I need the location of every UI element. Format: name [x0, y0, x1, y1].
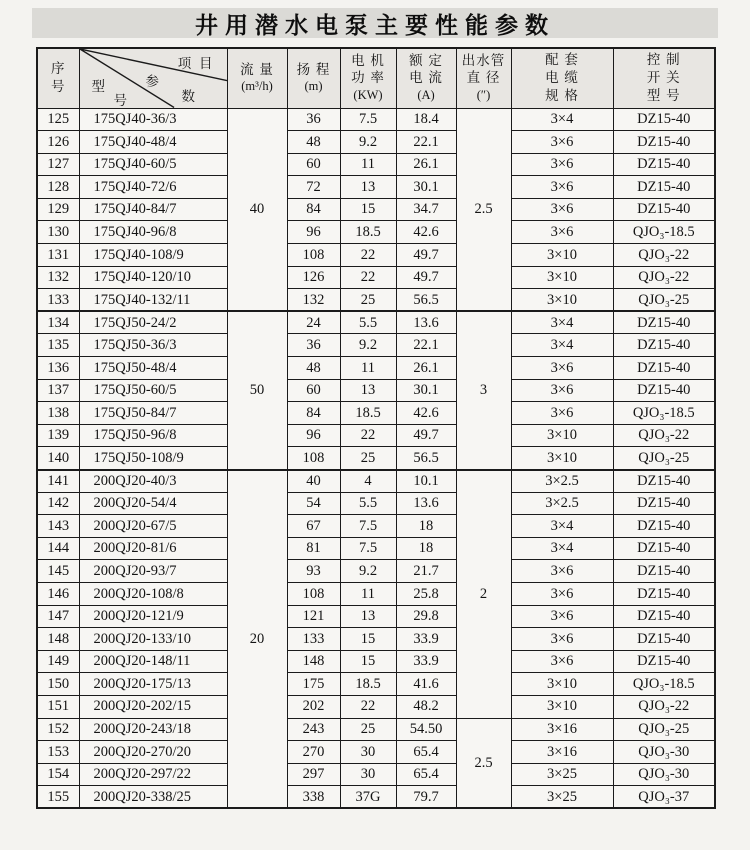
cell-serial-number: 140 [37, 447, 79, 470]
cell-control-switch: DZ15-40 [613, 379, 715, 402]
cell-control-switch: QJO₃-22 [613, 695, 715, 718]
table-row [37, 402, 715, 425]
cell-control-switch: DZ15-40 [613, 357, 715, 380]
cell-head: 132 [287, 289, 340, 312]
cell-head: 148 [287, 650, 340, 673]
table-header [37, 48, 715, 108]
cell-model: 200QJ20-121/9 [79, 605, 227, 628]
cell-serial-number: 148 [37, 628, 79, 651]
header-flow [227, 48, 287, 108]
cell-control-switch: DZ15-40 [613, 334, 715, 357]
cell-cable-spec: 3×6 [511, 153, 613, 176]
cell-motor-power: 37G [340, 786, 396, 809]
cell-motor-power: 4 [340, 470, 396, 493]
title-band [32, 8, 718, 38]
cell-cable-spec: 3×16 [511, 718, 613, 741]
cell-control-switch: QJO₃-25 [613, 447, 715, 470]
header-serial-line2: 号 [51, 78, 66, 94]
table-row [37, 537, 715, 560]
cell-motor-power: 15 [340, 650, 396, 673]
cell-rated-current: 65.4 [396, 763, 456, 786]
cell-motor-power: 13 [340, 605, 396, 628]
cell-control-switch: QJO₃-18.5 [613, 221, 715, 244]
table-row [37, 424, 715, 447]
cell-rated-current: 13.6 [396, 311, 456, 334]
table-row [37, 108, 715, 131]
cell-serial-number: 135 [37, 334, 79, 357]
cell-head: 60 [287, 153, 340, 176]
cell-motor-power: 18.5 [340, 221, 396, 244]
cell-rated-current: 33.9 [396, 628, 456, 651]
cell-serial-number: 129 [37, 198, 79, 221]
cell-rated-current: 65.4 [396, 741, 456, 764]
cell-cable-spec: 3×10 [511, 695, 613, 718]
cell-control-switch: DZ15-40 [613, 492, 715, 515]
cell-model: 200QJ20-270/20 [79, 741, 227, 764]
page [0, 8, 750, 850]
cell-head: 81 [287, 537, 340, 560]
table-row [37, 153, 715, 176]
cell-head: 48 [287, 357, 340, 380]
cell-model: 200QJ20-81/6 [79, 537, 227, 560]
cell-control-switch: QJO₃-37 [613, 786, 715, 809]
cell-serial-number: 136 [37, 357, 79, 380]
cell-cable-spec: 3×4 [511, 334, 613, 357]
table-row [37, 515, 715, 538]
cell-diameter-merged: 2 [456, 470, 511, 719]
cell-head: 72 [287, 176, 340, 199]
header-cable-line3: 规 格 [545, 87, 579, 103]
cell-cable-spec: 3×6 [511, 221, 613, 244]
cell-cable-spec: 3×16 [511, 741, 613, 764]
header-current-unit: (A) [417, 88, 435, 103]
table-row [37, 379, 715, 402]
cell-head: 96 [287, 424, 340, 447]
cell-serial-number: 146 [37, 582, 79, 605]
table-row [37, 357, 715, 380]
cell-control-switch: DZ15-40 [613, 470, 715, 493]
cell-motor-power: 11 [340, 582, 396, 605]
cell-model: 175QJ40-48/4 [79, 131, 227, 154]
table-row [37, 650, 715, 673]
cell-control-switch: DZ15-40 [613, 108, 715, 131]
cell-flow-merged: 40 [227, 108, 287, 311]
cell-rated-current: 33.9 [396, 650, 456, 673]
cell-serial-number: 147 [37, 605, 79, 628]
cell-motor-power: 22 [340, 266, 396, 289]
cell-motor-power: 30 [340, 763, 396, 786]
table-row [37, 266, 715, 289]
table-row [37, 470, 715, 493]
cell-cable-spec: 3×6 [511, 357, 613, 380]
cell-serial-number: 142 [37, 492, 79, 515]
header-serial [37, 48, 79, 108]
header-power-unit: (KW) [353, 88, 383, 103]
cell-rated-current: 56.5 [396, 289, 456, 312]
table-row [37, 289, 715, 312]
cell-control-switch: QJO₃-30 [613, 741, 715, 764]
header-switch [613, 48, 715, 108]
cell-motor-power: 9.2 [340, 334, 396, 357]
cell-control-switch: DZ15-40 [613, 650, 715, 673]
cell-serial-number: 149 [37, 650, 79, 673]
cell-model: 175QJ40-108/9 [79, 244, 227, 267]
header-diameter-unit: (″) [476, 88, 491, 103]
table-row [37, 673, 715, 696]
table-row [37, 605, 715, 628]
cell-model: 175QJ50-96/8 [79, 424, 227, 447]
cell-rated-current: 22.1 [396, 334, 456, 357]
cell-rated-current: 26.1 [396, 357, 456, 380]
cell-rated-current: 30.1 [396, 176, 456, 199]
cell-model: 175QJ50-84/7 [79, 402, 227, 425]
cell-diameter-merged: 2.5 [456, 718, 511, 808]
cell-control-switch: QJO₃-22 [613, 424, 715, 447]
header-power [340, 48, 396, 108]
cell-head: 96 [287, 221, 340, 244]
cell-serial-number: 145 [37, 560, 79, 583]
header-head [287, 48, 340, 108]
cell-motor-power: 13 [340, 176, 396, 199]
cell-control-switch: DZ15-40 [613, 198, 715, 221]
header-head-label: 扬 程 [296, 61, 331, 77]
cell-cable-spec: 3×6 [511, 650, 613, 673]
cell-head: 108 [287, 582, 340, 605]
cell-cable-spec: 3×6 [511, 605, 613, 628]
table-row [37, 582, 715, 605]
cell-cable-spec: 3×4 [511, 537, 613, 560]
cell-serial-number: 138 [37, 402, 79, 425]
cell-model: 200QJ20-148/11 [79, 650, 227, 673]
cell-serial-number: 144 [37, 537, 79, 560]
cell-head: 40 [287, 470, 340, 493]
cell-rated-current: 18 [396, 515, 456, 538]
header-cable-line1: 配 套 [545, 51, 579, 67]
table-row [37, 786, 715, 809]
pump-parameters-table [36, 47, 716, 809]
cell-head: 48 [287, 131, 340, 154]
cell-motor-power: 5.5 [340, 492, 396, 515]
cell-cable-spec: 3×6 [511, 379, 613, 402]
cell-motor-power: 22 [340, 695, 396, 718]
cell-motor-power: 5.5 [340, 311, 396, 334]
cell-control-switch: DZ15-40 [613, 537, 715, 560]
header-diameter [456, 48, 511, 108]
cell-serial-number: 132 [37, 266, 79, 289]
cell-model: 200QJ20-67/5 [79, 515, 227, 538]
cell-cable-spec: 3×25 [511, 763, 613, 786]
cell-model: 175QJ50-24/2 [79, 311, 227, 334]
cell-motor-power: 18.5 [340, 402, 396, 425]
cell-rated-current: 42.6 [396, 221, 456, 244]
cell-control-switch: QJO₃-18.5 [613, 673, 715, 696]
page-title: 井用潜水电泵主要性能参数 [195, 11, 555, 38]
cell-motor-power: 7.5 [340, 537, 396, 560]
cell-serial-number: 125 [37, 108, 79, 131]
cell-head: 202 [287, 695, 340, 718]
cell-motor-power: 15 [340, 198, 396, 221]
cell-serial-number: 126 [37, 131, 79, 154]
cell-cable-spec: 3×4 [511, 515, 613, 538]
cell-cable-spec: 3×10 [511, 673, 613, 696]
diagonal-param-char1: 参 [145, 74, 161, 89]
cell-flow-merged: 50 [227, 311, 287, 469]
cell-rated-current: 49.7 [396, 424, 456, 447]
cell-head: 84 [287, 198, 340, 221]
header-flow-unit: (m³/h) [241, 79, 273, 94]
cell-control-switch: QJO₃-25 [613, 289, 715, 312]
table-body [37, 108, 715, 808]
cell-serial-number: 133 [37, 289, 79, 312]
cell-model: 200QJ20-108/8 [79, 582, 227, 605]
cell-motor-power: 25 [340, 289, 396, 312]
cell-rated-current: 49.7 [396, 266, 456, 289]
header-current-line1: 额 定 [409, 52, 443, 68]
cell-diameter-merged: 2.5 [456, 108, 511, 311]
cell-motor-power: 30 [340, 741, 396, 764]
cell-motor-power: 7.5 [340, 515, 396, 538]
cell-model: 175QJ50-60/5 [79, 379, 227, 402]
cell-serial-number: 131 [37, 244, 79, 267]
header-switch-line1: 控 制 [646, 51, 681, 67]
cell-head: 67 [287, 515, 340, 538]
table-row [37, 221, 715, 244]
header-row [37, 48, 715, 108]
cell-head: 121 [287, 605, 340, 628]
cell-head: 36 [287, 334, 340, 357]
header-current-line2: 电 流 [409, 70, 443, 86]
table-row [37, 560, 715, 583]
cell-cable-spec: 3×6 [511, 628, 613, 651]
cell-model: 175QJ40-84/7 [79, 198, 227, 221]
cell-serial-number: 128 [37, 176, 79, 199]
cell-cable-spec: 3×4 [511, 108, 613, 131]
cell-head: 133 [287, 628, 340, 651]
cell-rated-current: 30.1 [396, 379, 456, 402]
table-row [37, 131, 715, 154]
header-cable-line2: 电 缆 [545, 69, 579, 85]
cell-cable-spec: 3×10 [511, 447, 613, 470]
cell-control-switch: DZ15-40 [613, 176, 715, 199]
header-serial-line1: 序 [51, 60, 66, 76]
cell-serial-number: 137 [37, 379, 79, 402]
cell-head: 108 [287, 447, 340, 470]
cell-cable-spec: 3×2.5 [511, 492, 613, 515]
cell-serial-number: 139 [37, 424, 79, 447]
cell-cable-spec: 3×4 [511, 311, 613, 334]
cell-model: 200QJ20-54/4 [79, 492, 227, 515]
cell-control-switch: DZ15-40 [613, 131, 715, 154]
cell-control-switch: DZ15-40 [613, 628, 715, 651]
cell-model: 175QJ40-60/5 [79, 153, 227, 176]
table-row [37, 628, 715, 651]
cell-cable-spec: 3×25 [511, 786, 613, 809]
cell-model: 200QJ20-175/13 [79, 673, 227, 696]
cell-rated-current: 42.6 [396, 402, 456, 425]
cell-control-switch: DZ15-40 [613, 515, 715, 538]
header-power-line1: 电 机 [351, 52, 385, 68]
cell-rated-current: 49.7 [396, 244, 456, 267]
cell-head: 126 [287, 266, 340, 289]
cell-rated-current: 25.8 [396, 582, 456, 605]
header-model-diagonal [79, 48, 227, 108]
cell-control-switch: DZ15-40 [613, 153, 715, 176]
cell-motor-power: 9.2 [340, 560, 396, 583]
cell-model: 200QJ20-93/7 [79, 560, 227, 583]
cell-head: 36 [287, 108, 340, 131]
cell-head: 60 [287, 379, 340, 402]
cell-cable-spec: 3×10 [511, 289, 613, 312]
cell-cable-spec: 3×6 [511, 582, 613, 605]
cell-control-switch: QJO₃-22 [613, 266, 715, 289]
header-power-line2: 功 率 [351, 70, 385, 86]
cell-motor-power: 11 [340, 357, 396, 380]
cell-rated-current: 54.50 [396, 718, 456, 741]
cell-head: 108 [287, 244, 340, 267]
cell-rated-current: 22.1 [396, 131, 456, 154]
cell-model: 175QJ40-72/6 [79, 176, 227, 199]
cell-rated-current: 29.8 [396, 605, 456, 628]
cell-serial-number: 130 [37, 221, 79, 244]
cell-serial-number: 143 [37, 515, 79, 538]
cell-rated-current: 34.7 [396, 198, 456, 221]
header-switch-line3: 型 号 [646, 87, 681, 103]
table-row [37, 447, 715, 470]
cell-motor-power: 15 [340, 628, 396, 651]
cell-model: 175QJ40-132/11 [79, 289, 227, 312]
cell-flow-merged: 20 [227, 470, 287, 809]
cell-cable-spec: 3×6 [511, 176, 613, 199]
table-row [37, 198, 715, 221]
diagonal-model-char2: 号 [113, 93, 129, 108]
cell-motor-power: 22 [340, 424, 396, 447]
cell-cable-spec: 3×6 [511, 198, 613, 221]
cell-control-switch: QJO₃-18.5 [613, 402, 715, 425]
diagonal-model-char1: 型 [91, 79, 107, 94]
pump-parameters-table-wrap [36, 47, 714, 809]
cell-serial-number: 150 [37, 673, 79, 696]
cell-head: 338 [287, 786, 340, 809]
cell-head: 93 [287, 560, 340, 583]
cell-control-switch: QJO₃-25 [613, 718, 715, 741]
cell-serial-number: 155 [37, 786, 79, 809]
cell-model: 175QJ50-108/9 [79, 447, 227, 470]
cell-rated-current: 10.1 [396, 470, 456, 493]
cell-head: 24 [287, 311, 340, 334]
header-diameter-line1: 出水管 [461, 52, 506, 68]
cell-model: 200QJ20-243/18 [79, 718, 227, 741]
diagonal-item-label: 项 目 [177, 56, 215, 71]
cell-control-switch: DZ15-40 [613, 311, 715, 334]
cell-model: 200QJ20-133/10 [79, 628, 227, 651]
cell-motor-power: 18.5 [340, 673, 396, 696]
table-row [37, 244, 715, 267]
cell-rated-current: 13.6 [396, 492, 456, 515]
cell-head: 297 [287, 763, 340, 786]
header-diameter-line2: 直 径 [466, 70, 501, 86]
table-row [37, 741, 715, 764]
table-row [37, 763, 715, 786]
cell-serial-number: 154 [37, 763, 79, 786]
cell-cable-spec: 3×6 [511, 402, 613, 425]
cell-model: 175QJ50-36/3 [79, 334, 227, 357]
cell-motor-power: 9.2 [340, 131, 396, 154]
header-flow-label: 流 量 [240, 61, 274, 77]
cell-head: 270 [287, 741, 340, 764]
cell-rated-current: 18 [396, 537, 456, 560]
cell-serial-number: 141 [37, 470, 79, 493]
cell-rated-current: 41.6 [396, 673, 456, 696]
table-row [37, 334, 715, 357]
cell-head: 175 [287, 673, 340, 696]
table-row [37, 176, 715, 199]
cell-model: 175QJ40-96/8 [79, 221, 227, 244]
cell-cable-spec: 3×2.5 [511, 470, 613, 493]
cell-serial-number: 153 [37, 741, 79, 764]
table-row [37, 492, 715, 515]
cell-model: 200QJ20-40/3 [79, 470, 227, 493]
cell-model: 175QJ40-36/3 [79, 108, 227, 131]
cell-model: 200QJ20-338/25 [79, 786, 227, 809]
cell-cable-spec: 3×10 [511, 424, 613, 447]
table-row [37, 695, 715, 718]
cell-cable-spec: 3×10 [511, 266, 613, 289]
cell-rated-current: 79.7 [396, 786, 456, 809]
cell-serial-number: 134 [37, 311, 79, 334]
cell-head: 84 [287, 402, 340, 425]
cell-motor-power: 22 [340, 244, 396, 267]
cell-rated-current: 56.5 [396, 447, 456, 470]
diagonal-param-char2: 数 [181, 89, 197, 104]
cell-motor-power: 13 [340, 379, 396, 402]
cell-motor-power: 25 [340, 447, 396, 470]
cell-rated-current: 48.2 [396, 695, 456, 718]
cell-model: 200QJ20-202/15 [79, 695, 227, 718]
cell-rated-current: 26.1 [396, 153, 456, 176]
cell-serial-number: 127 [37, 153, 79, 176]
cell-motor-power: 25 [340, 718, 396, 741]
cell-cable-spec: 3×10 [511, 244, 613, 267]
cell-cable-spec: 3×6 [511, 131, 613, 154]
cell-motor-power: 11 [340, 153, 396, 176]
cell-model: 175QJ50-48/4 [79, 357, 227, 380]
cell-control-switch: DZ15-40 [613, 582, 715, 605]
cell-control-switch: QJO₃-22 [613, 244, 715, 267]
table-row [37, 718, 715, 741]
cell-head: 54 [287, 492, 340, 515]
header-head-unit: (m) [304, 79, 323, 94]
cell-serial-number: 151 [37, 695, 79, 718]
cell-head: 243 [287, 718, 340, 741]
cell-model: 200QJ20-297/22 [79, 763, 227, 786]
cell-model: 175QJ40-120/10 [79, 266, 227, 289]
header-switch-line2: 开 关 [646, 69, 681, 85]
cell-serial-number: 152 [37, 718, 79, 741]
cell-control-switch: DZ15-40 [613, 605, 715, 628]
cell-cable-spec: 3×6 [511, 560, 613, 583]
table-row [37, 311, 715, 334]
cell-rated-current: 21.7 [396, 560, 456, 583]
cell-control-switch: QJO₃-30 [613, 763, 715, 786]
header-current [396, 48, 456, 108]
cell-rated-current: 18.4 [396, 108, 456, 131]
cell-control-switch: DZ15-40 [613, 560, 715, 583]
cell-motor-power: 7.5 [340, 108, 396, 131]
cell-diameter-merged: 3 [456, 311, 511, 469]
header-cable [511, 48, 613, 108]
